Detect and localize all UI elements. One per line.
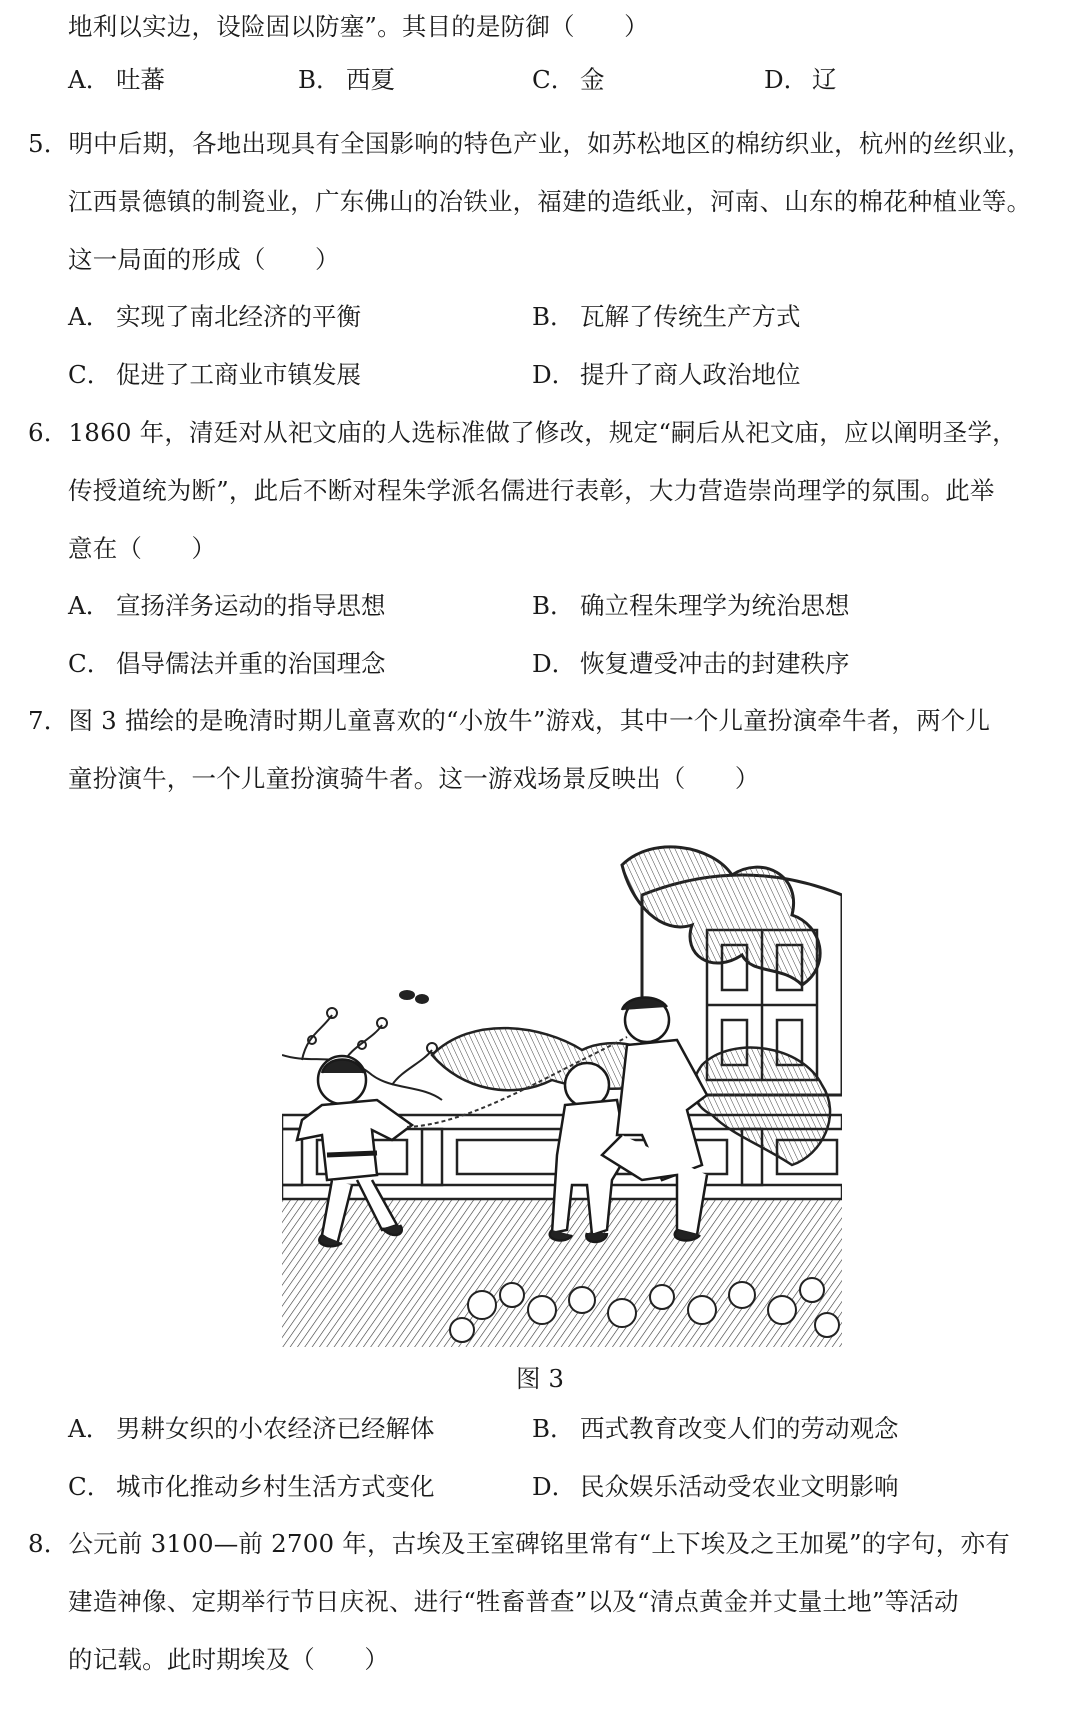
figure-3-illustration — [282, 835, 842, 1347]
q5-option-a[interactable] — [68, 300, 361, 334]
butterfly — [400, 991, 428, 1003]
q7-option-a[interactable] — [68, 1412, 435, 1446]
q7-option-b-text: 西式教育改变人们的劳动观念 — [580, 1414, 899, 1443]
children-game-drawing — [282, 835, 842, 1347]
q6-option-b[interactable] — [532, 589, 850, 623]
q4-text-tail: 地利以实边，设险固以防塞”。其目的是防御（ ） — [68, 12, 649, 41]
q4-option-b-letter: B． — [298, 65, 341, 94]
q7-option-c-text: 城市化推动乡村生活方式变化 — [116, 1472, 435, 1501]
q7-option-c-letter: C． — [68, 1472, 112, 1501]
q4-option-b[interactable] — [298, 63, 395, 97]
q6-option-c-text: 倡导儒法并重的治国理念 — [116, 649, 386, 678]
q4-option-c-text: 金 — [580, 65, 605, 94]
q4-option-d-letter: D． — [764, 65, 809, 94]
q6-option-a-text: 宣扬洋务运动的指导思想 — [116, 591, 386, 620]
q6-option-d-text: 恢复遭受冲击的封建秩序 — [580, 649, 850, 678]
q8-stem-line-1: 8．公元前 3100—前 2700 年，古埃及王室碑铭里常有“上下埃及之王加冕”的字句，亦有 — [28, 1529, 1010, 1558]
q7-option-d-text: 民众娱乐活动受农业文明影响 — [580, 1472, 899, 1501]
q5-stem-line-2: 江西景德镇的制瓷业，广东佛山的冶铁业，福建的造纸业，河南、山东的棉花种植业等。 — [68, 187, 1032, 216]
q6-option-d-letter: D． — [532, 649, 577, 678]
q6-stem-line-2: 传授道统为断”，此后不断对程朱学派名儒进行表彰，大力营造崇尚理学的氛围。此举 — [68, 476, 995, 505]
q4-option-c[interactable] — [532, 63, 605, 97]
q7-option-b-letter: B． — [532, 1414, 575, 1443]
q5-option-d-letter: D． — [532, 360, 577, 389]
q6-stem-line-3: 意在（ ） — [68, 534, 217, 563]
q5-option-c-text: 促进了工商业市镇发展 — [116, 360, 361, 389]
figure-3-caption: 图 3 — [516, 1364, 564, 1393]
q7-option-d[interactable] — [532, 1470, 899, 1504]
q4-option-b-text: 西夏 — [346, 65, 395, 94]
q6-option-c[interactable] — [68, 647, 386, 681]
q5-option-b-text: 瓦解了传统生产方式 — [580, 302, 801, 331]
q5-option-a-text: 实现了南北经济的平衡 — [116, 302, 361, 331]
q5-option-d-text: 提升了商人政治地位 — [580, 360, 801, 389]
q5-stem-line-3: 这一局面的形成（ ） — [68, 245, 340, 274]
q6-option-a-letter: A． — [68, 591, 111, 620]
q4-option-c-letter: C． — [532, 65, 576, 94]
q5-option-d[interactable] — [532, 358, 801, 392]
q7-option-a-letter: A． — [68, 1414, 111, 1443]
q7-option-b[interactable] — [532, 1412, 899, 1446]
q7-stem-line-2: 童扮演牛，一个儿童扮演骑牛者。这一游戏场景反映出（ ） — [68, 764, 760, 793]
q5-option-c-letter: C． — [68, 360, 112, 389]
q5-option-c[interactable] — [68, 358, 361, 392]
q4-option-d-text: 辽 — [812, 65, 837, 94]
q7-option-d-letter: D． — [532, 1472, 577, 1501]
q8-stem-line-3: 的记载。此时期埃及（ ） — [68, 1645, 390, 1674]
q4-option-d[interactable] — [764, 63, 837, 97]
q4-option-a[interactable] — [68, 63, 165, 97]
q4-option-a-text: 吐蕃 — [116, 65, 165, 94]
q4-option-a-letter: A． — [68, 65, 111, 94]
q7-stem-line-1: 7．图 3 描绘的是晚清时期儿童喜欢的“小放牛”游戏，其中一个儿童扮演牵牛者，两个儿 — [28, 706, 991, 735]
q5-stem-line-1: 5．明中后期，各地出现具有全国影响的特色产业，如苏松地区的棉纺织业，杭州的丝织业， — [28, 129, 1032, 158]
q5-option-a-letter: A． — [68, 302, 111, 331]
q6-stem-line-1: 6．1860 年，清廷对从祀文庙的人选标准做了修改，规定“嗣后从祀文庙，应以阐明圣学， — [28, 418, 1017, 447]
q7-option-a-text: 男耕女织的小农经济已经解体 — [116, 1414, 435, 1443]
q6-option-b-text: 确立程朱理学为统治思想 — [580, 591, 850, 620]
q8-stem-line-2: 建造神像、定期举行节日庆祝、进行“牲畜普查”以及“清点黄金并丈量土地”等活动 — [68, 1587, 959, 1616]
q6-option-d[interactable] — [532, 647, 850, 681]
q5-option-b[interactable] — [532, 300, 801, 334]
q6-option-a[interactable] — [68, 589, 386, 623]
q7-option-c[interactable] — [68, 1470, 435, 1504]
q5-option-b-letter: B． — [532, 302, 575, 331]
q6-option-b-letter: B． — [532, 591, 575, 620]
q6-option-c-letter: C． — [68, 649, 112, 678]
